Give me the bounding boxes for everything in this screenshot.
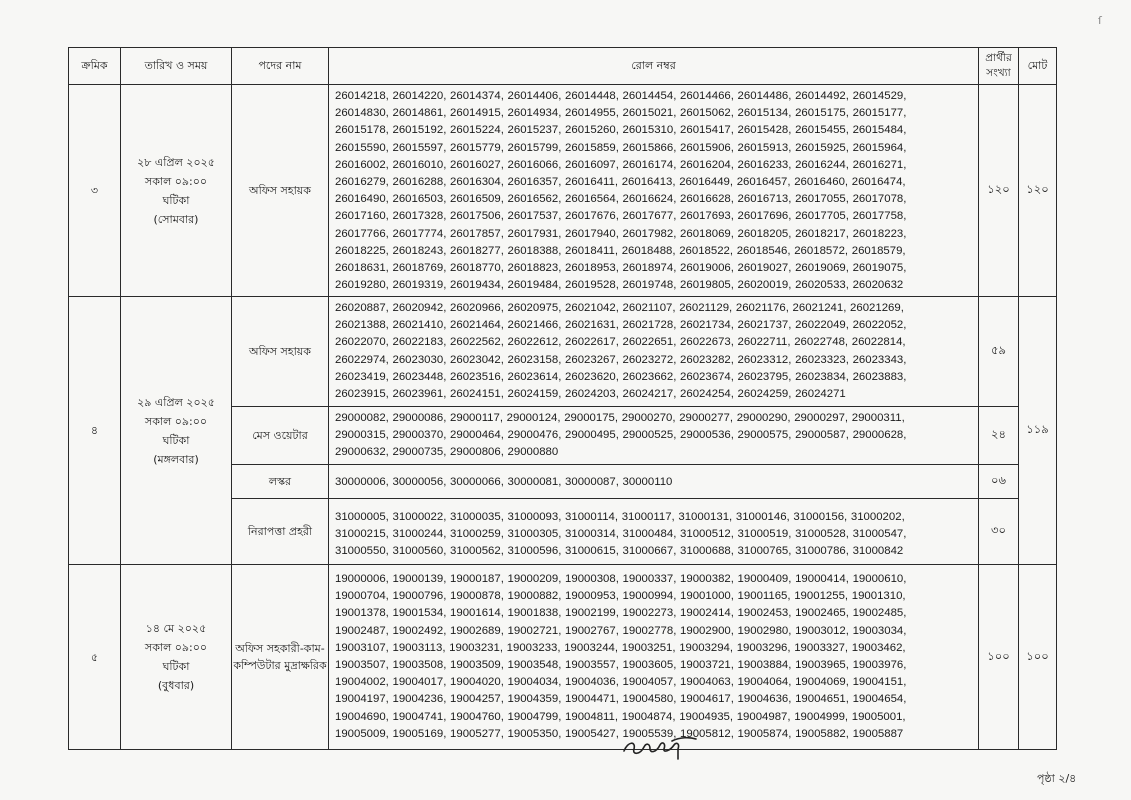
datetime-cell <box>121 297 232 565</box>
roll-line: 19001378, 19001534, 19001614, 19001838, 19002199, 19002273, 19002414, 19002453, 19002465, 19002485, <box>335 607 907 620</box>
header-post: পদের নাম <box>232 48 329 85</box>
roll-numbers-cell <box>329 85 979 297</box>
header-datetime: তারিখ ও সময় <box>121 48 232 85</box>
exam-date: ২৮ এপ্রিল ২০২৫ <box>137 155 215 169</box>
roll-line: 26018225, 26018243, 26018277, 26018388, 26018411, 26018488, 26018522, 26018546, 26018572, 26018579, <box>335 244 906 257</box>
exam-time: সকাল ০৯:০০ <box>144 414 208 428</box>
roll-line: 29000632, 29000735, 29000806, 29000880 <box>335 446 559 459</box>
exam-time-unit: ঘটিকা <box>162 193 190 207</box>
candidate-count-cell: ৩০ <box>979 499 1019 565</box>
roll-line: 19005009, 19005169, 19005277, 19005350, 19005427, 19005539, 19005812, 19005874, 19005882, 19005887 <box>335 727 904 740</box>
candidate-count-cell: ২৪ <box>979 407 1019 465</box>
roll-line: 30000006, 30000056, 30000066, 30000081, 30000087, 30000110 <box>335 475 673 488</box>
results-table <box>68 47 1057 750</box>
post-name-cell: নিরাপত্তা প্রহরী <box>232 499 329 565</box>
exam-time-unit: ঘটিকা <box>162 660 190 673</box>
roll-line: 26016490, 26016503, 26016509, 26016562, 26016564, 26016624, 26016628, 26016713, 26017055, 26017078, <box>335 193 907 206</box>
table-row <box>69 85 1057 297</box>
post-name-cell: মেস ওয়েটার <box>232 407 329 465</box>
total-cell: ১০০ <box>1019 565 1057 750</box>
roll-numbers-cell <box>329 565 979 750</box>
roll-line: 26023419, 26023448, 26023516, 26023614, 26023620, 26023662, 26023674, 26023795, 26023834, 26023883, <box>335 370 907 383</box>
signature-image <box>620 733 698 761</box>
roll-line: 26014218, 26014220, 26014374, 26014406, 26014448, 26014454, 26014466, 26014486, 26014492, 26014529, <box>335 90 907 102</box>
roll-line: 19004002, 19004017, 19004020, 19004034, 19004036, 19004057, 19004063, 19004064, 19004069, 19004151, <box>335 676 907 689</box>
table-header-row <box>69 48 1057 85</box>
roll-line: 31000215, 31000244, 31000259, 31000305, 31000314, 31000484, 31000512, 31000519, 31000528, 31000547, <box>335 528 907 541</box>
page-number: পৃষ্ঠা ২/৪ <box>1037 772 1077 785</box>
table-row <box>69 297 1057 407</box>
roll-numbers-cell <box>329 465 979 499</box>
candidate-count-cell: ১০০ <box>979 565 1019 750</box>
serial-cell: ৪ <box>69 297 121 565</box>
header-candidates: প্রার্থীর সংখ্যা <box>979 48 1019 85</box>
exam-time: সকাল ০৯:০০ <box>144 174 208 188</box>
roll-line: 26017160, 26017328, 26017506, 26017537, 26017676, 26017677, 26017693, 26017696, 26017705, 26017758, <box>335 210 907 223</box>
datetime-cell <box>121 565 232 750</box>
roll-numbers-cell <box>329 297 979 407</box>
roll-line: 26014830, 26014861, 26014915, 26014934, 26014955, 26015021, 26015062, 26015134, 26015175, 26015177, <box>335 107 907 120</box>
roll-line: 26015178, 26015192, 26015224, 26015237, 26015260, 26015310, 26015417, 26015428, 26015455, 26015484, <box>335 124 907 137</box>
exam-day: (মঙ্গলবার) <box>153 452 199 466</box>
roll-line: 26020887, 26020942, 26020966, 26020975, 26021042, 26021107, 26021129, 26021176, 26021241, 26021269, <box>335 302 904 314</box>
roll-line: 26021388, 26021410, 26021464, 26021466, 26021631, 26021728, 26021734, 26021737, 26022049, 26022052, <box>335 319 907 332</box>
exam-time: সকাল ০৯:০০ <box>144 641 208 654</box>
roll-line: 31000005, 31000022, 31000035, 31000093, 31000114, 31000117, 31000131, 31000146, 31000156, 31000202, <box>335 511 905 523</box>
post-name-cell: লস্কর <box>232 465 329 499</box>
candidate-count-cell: ৫৯ <box>979 297 1019 407</box>
exam-time-unit: ঘটিকা <box>162 433 190 447</box>
total-cell: ১১৯ <box>1019 297 1057 565</box>
candidate-count-cell: ১২০ <box>979 85 1019 297</box>
table-row <box>69 565 1057 750</box>
header-total: মোট <box>1019 48 1057 85</box>
roll-line: 19000704, 19000796, 19000878, 19000882, 19000953, 19000994, 19001000, 19001165, 19001255, 19001310, <box>335 590 906 603</box>
roll-numbers-cell <box>329 499 979 565</box>
serial-cell: ৫ <box>69 565 121 750</box>
roll-line: 26016002, 26016010, 26016027, 26016066, 26016097, 26016174, 26016204, 26016233, 26016244, 26016271, <box>335 158 907 171</box>
exam-day: (বুধবার) <box>157 679 195 692</box>
roll-line: 31000550, 31000560, 31000562, 31000596, 31000615, 31000667, 31000688, 31000765, 31000786, 31000842 <box>335 545 904 558</box>
post-name-cell: অফিস সহায়ক <box>232 85 329 297</box>
roll-line: 26015590, 26015597, 26015779, 26015799, 26015859, 26015866, 26015906, 26015913, 26015925, 26015964, <box>335 141 907 154</box>
roll-line: 29000315, 29000370, 29000464, 29000476, 29000495, 29000525, 29000536, 29000575, 29000587, 29000628, <box>335 429 907 442</box>
roll-line: 26023915, 26023961, 26024151, 26024159, 26024203, 26024217, 26024254, 26024259, 26024271 <box>335 388 846 401</box>
header-rolls: রোল নম্বর <box>329 48 979 85</box>
roll-line: 29000082, 29000086, 29000117, 29000124, 29000175, 29000270, 29000277, 29000290, 29000297, 29000311, <box>335 412 905 424</box>
roll-line: 26016279, 26016288, 26016304, 26016357, 26016411, 26016413, 26016449, 26016457, 26016460, 26016474, <box>335 176 906 189</box>
roll-line: 26019280, 26019319, 26019434, 26019484, 26019528, 26019748, 26019805, 26020019, 26020533, 26020632 <box>335 279 904 292</box>
datetime-cell <box>121 85 232 297</box>
roll-line: 19004197, 19004236, 19004257, 19004359, 19004471, 19004580, 19004617, 19004636, 19004651, 19004654, <box>335 693 907 706</box>
post-name-cell: অফিস সহকারী-কাম-কম্পিউটার মুদ্রাক্ষরিক <box>232 565 329 750</box>
roll-line: 19002487, 19002492, 19002689, 19002721, 19002767, 19002778, 19002900, 19002980, 19003012, 19003034, <box>335 624 907 637</box>
roll-line: 19004690, 19004741, 19004760, 19004799, 19004811, 19004874, 19004935, 19004987, 19004999, 19005001, <box>335 710 906 723</box>
roll-line: 19000006, 19000139, 19000187, 19000209, 19000308, 19000337, 19000382, 19000409, 19000414, 19000610, <box>335 573 907 585</box>
post-name-cell: অফিস সহায়ক <box>232 297 329 407</box>
roll-line: 26017766, 26017774, 26017857, 26017931, 26017940, 26017982, 26018069, 26018205, 26018217, 26018223, <box>335 227 907 240</box>
exam-date: ২৯ এপ্রিল ২০২৫ <box>137 395 215 409</box>
serial-cell: ৩ <box>69 85 121 297</box>
exam-day: (সোমবার) <box>153 212 199 226</box>
exam-date: ১৪ মে ২০২৫ <box>145 622 207 635</box>
roll-numbers-cell <box>329 407 979 465</box>
roll-line: 26022070, 26022183, 26022562, 26022612, 26022617, 26022651, 26022673, 26022711, 26022748, 26022814, <box>335 336 906 349</box>
header-serial: ক্রমিক <box>69 48 121 85</box>
roll-line: 26018631, 26018769, 26018770, 26018823, 26018953, 26018974, 26019006, 26019027, 26019069, 26019075, <box>335 262 907 275</box>
roll-line: 19003507, 19003508, 19003509, 19003548, 19003557, 19003605, 19003721, 19003884, 19003965, 19003976, <box>335 659 907 672</box>
corner-mark: ſ <box>1098 14 1102 27</box>
candidate-count-cell: ০৬ <box>979 465 1019 499</box>
total-cell: ১২০ <box>1019 85 1057 297</box>
roll-line: 26022974, 26023030, 26023042, 26023158, 26023267, 26023272, 26023282, 26023312, 26023323, 26023343, <box>335 353 907 366</box>
roll-line: 19003107, 19003113, 19003231, 19003233, 19003244, 19003251, 19003294, 19003296, 19003327, 19003462, <box>335 641 906 654</box>
